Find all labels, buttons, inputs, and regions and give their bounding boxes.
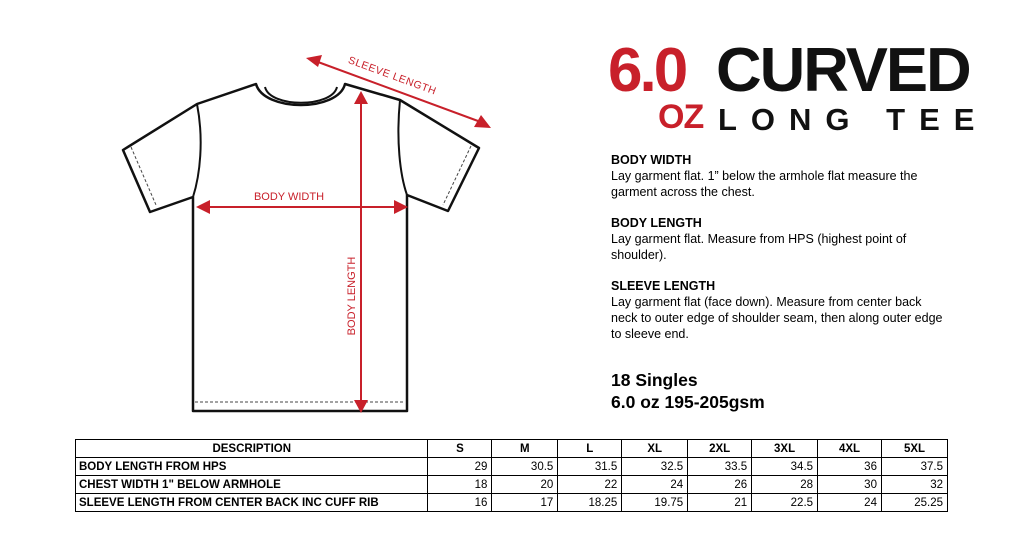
- row-label: SLEEVE LENGTH FROM CENTER BACK INC CUFF RIB: [76, 494, 428, 512]
- column-header: DESCRIPTION: [76, 440, 428, 458]
- instruction-sleeve-length: [611, 278, 951, 342]
- table-cell: 22: [558, 476, 622, 494]
- table-cell: 19.75: [622, 494, 688, 512]
- body-width-label: BODY WIDTH: [253, 191, 325, 203]
- brand-title: [608, 36, 1008, 137]
- instruction-body-width: [611, 152, 951, 200]
- table-cell: 17: [492, 494, 558, 512]
- instruction-heading: BODY WIDTH: [611, 153, 692, 167]
- tshirt-measurement-diagram: [0, 0, 560, 430]
- product-name: CURVED: [716, 36, 970, 105]
- column-header: 3XL: [752, 440, 818, 458]
- tshirt-outline: [123, 84, 479, 411]
- instruction-heading: SLEEVE LENGTH: [611, 279, 716, 293]
- table-cell: 30.5: [492, 458, 558, 476]
- instruction-text: Lay garment flat. Measure from HPS (highest point of shoulder).: [611, 232, 907, 262]
- column-header: 5XL: [881, 440, 947, 458]
- table-header-row: [76, 440, 948, 458]
- column-header: 2XL: [688, 440, 752, 458]
- column-header: S: [428, 440, 492, 458]
- instruction-text: Lay garment flat (face down). Measure from center back neck to outer edge of shoulder seam, then along outer edge to sleeve end.: [611, 295, 943, 341]
- table-cell: 24: [818, 494, 882, 512]
- product-subtitle: LONG TEE: [718, 102, 989, 137]
- fabric-weight: 6.0 oz 195-205gsm: [611, 392, 765, 412]
- fabric-specs: [611, 369, 765, 413]
- table-cell: 29: [428, 458, 492, 476]
- table-cell: 16: [428, 494, 492, 512]
- table-row: [76, 476, 948, 494]
- column-header: M: [492, 440, 558, 458]
- table-cell: 25.25: [881, 494, 947, 512]
- table-cell: 32: [881, 476, 947, 494]
- table-cell: 20: [492, 476, 558, 494]
- table-cell: 36: [818, 458, 882, 476]
- row-label: CHEST WIDTH 1" BELOW ARMHOLE: [76, 476, 428, 494]
- table-cell: 18.25: [558, 494, 622, 512]
- body-length-label: BODY LENGTH: [346, 256, 358, 336]
- table-cell: 26: [688, 476, 752, 494]
- sleeve-length-label: SLEEVE LENGTH: [346, 54, 438, 98]
- table-cell: 18: [428, 476, 492, 494]
- weight-unit: OZ: [658, 98, 704, 136]
- yarn-singles: 18 Singles: [611, 370, 698, 390]
- table-cell: 37.5: [881, 458, 947, 476]
- table-cell: 33.5: [688, 458, 752, 476]
- table-cell: 30: [818, 476, 882, 494]
- table-cell: 21: [688, 494, 752, 512]
- column-header: L: [558, 440, 622, 458]
- table-cell: 34.5: [752, 458, 818, 476]
- table-cell: 32.5: [622, 458, 688, 476]
- weight-number: 6.0: [608, 36, 686, 105]
- table-cell: 22.5: [752, 494, 818, 512]
- table-row: [76, 458, 948, 476]
- instruction-heading: BODY LENGTH: [611, 216, 702, 230]
- measurement-instructions: [611, 152, 951, 357]
- column-header: XL: [622, 440, 688, 458]
- instruction-text: Lay garment flat. 1” below the armhole flat measure the garment across the chest.: [611, 169, 918, 199]
- size-chart-table: [75, 439, 948, 512]
- row-label: BODY LENGTH FROM HPS: [76, 458, 428, 476]
- instruction-body-length: [611, 215, 951, 263]
- table-row: [76, 494, 948, 512]
- table-cell: 28: [752, 476, 818, 494]
- column-header: 4XL: [818, 440, 882, 458]
- table-cell: 24: [622, 476, 688, 494]
- table-cell: 31.5: [558, 458, 622, 476]
